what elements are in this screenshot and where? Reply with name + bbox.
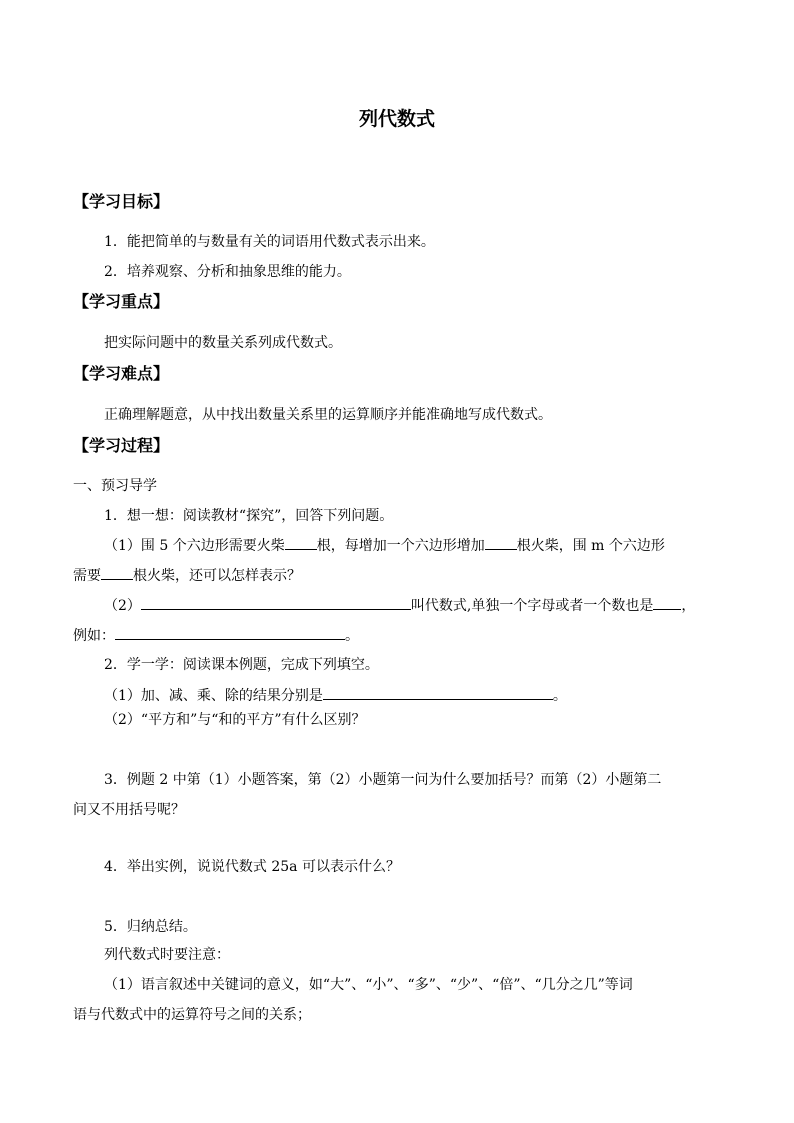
answer-blank[interactable] — [285, 535, 317, 550]
question-2: 2．学一学：阅读课本例题，完成下列填空。 — [104, 657, 379, 673]
question-1: 1．想一想：阅读教材“探究”，回答下列问题。 — [104, 508, 394, 524]
question-3-line-1: 3．例题 2 中第（1）小题答案，第（2）小题第一问为什么要加括号？而第（2）小题第二 — [104, 772, 662, 788]
question-5: 5．归纳总结。 — [104, 919, 197, 935]
question-2-2: （2）“平方和”与“和的平方”有什么区别？ — [104, 712, 366, 728]
section-heading-difficulties: 【学习难点】 — [73, 364, 170, 383]
question-1-2-line-2 — [73, 625, 359, 646]
part-heading: 一、预习导学 — [73, 478, 157, 494]
question-1-1-line-2 — [73, 565, 301, 586]
question-text: 需要 — [73, 568, 101, 584]
question-text: 根火柴，还可以怎样表示？ — [133, 568, 301, 584]
answer-blank[interactable] — [485, 535, 517, 550]
question-4: 4．举出实例，说说代数式 25a 可以表示什么？ — [104, 859, 400, 875]
question-text: ， — [681, 598, 696, 614]
page-title: 列代数式 — [358, 108, 435, 130]
goal-item-1: 1．能把简单的与数量有关的词语用代数式表示出来。 — [104, 234, 435, 250]
goal-item-2: 2．培养观察、分析和抽象思维的能力。 — [104, 264, 351, 280]
question-3-line-2: 问又不用括号呢？ — [73, 802, 185, 818]
answer-blank[interactable] — [323, 685, 553, 700]
question-text: 根，每增加一个六边形增加 — [316, 538, 485, 554]
answer-blank[interactable] — [653, 595, 681, 610]
question-5-1-line-2: 语与代数式中的运算符号之间的关系； — [73, 1007, 311, 1023]
question-text: 。 — [345, 628, 359, 644]
question-text: （1）围 5 个六边形需要火柴 — [104, 538, 285, 554]
question-5-1-line-1: （1）语言叙述中关键词的意义，如“大”、“小”、“多”、“少”、“倍”、“几分之几”等词 — [104, 977, 633, 993]
question-text: 。 — [552, 688, 567, 704]
question-text: （2） — [104, 598, 141, 614]
question-text: 根火柴，围 m 个六边形 — [516, 538, 665, 554]
answer-blank[interactable] — [141, 595, 411, 610]
question-text: 叫代数式,单独一个字母或者一个数也是 — [410, 598, 654, 614]
section-heading-goals: 【学习目标】 — [73, 192, 170, 211]
section-heading-key-points: 【学习重点】 — [73, 292, 170, 311]
question-5-note: 列代数式时要注意： — [104, 947, 230, 963]
answer-blank[interactable] — [101, 565, 133, 580]
question-1-1-line-1 — [104, 535, 665, 556]
section-heading-process: 【学习过程】 — [73, 436, 170, 455]
question-text: （1）加、减、乘、除的结果分别是 — [104, 688, 323, 704]
question-1-2-line-1 — [104, 595, 695, 616]
question-2-1 — [104, 685, 567, 706]
question-text: 例如： — [73, 628, 115, 644]
difficulty-text: 正确理解题意，从中找出数量关系里的运算顺序并能准确地写成代数式。 — [104, 407, 552, 423]
answer-blank[interactable] — [115, 625, 345, 640]
key-point-text: 把实际问题中的数量关系列成代数式。 — [104, 335, 342, 351]
